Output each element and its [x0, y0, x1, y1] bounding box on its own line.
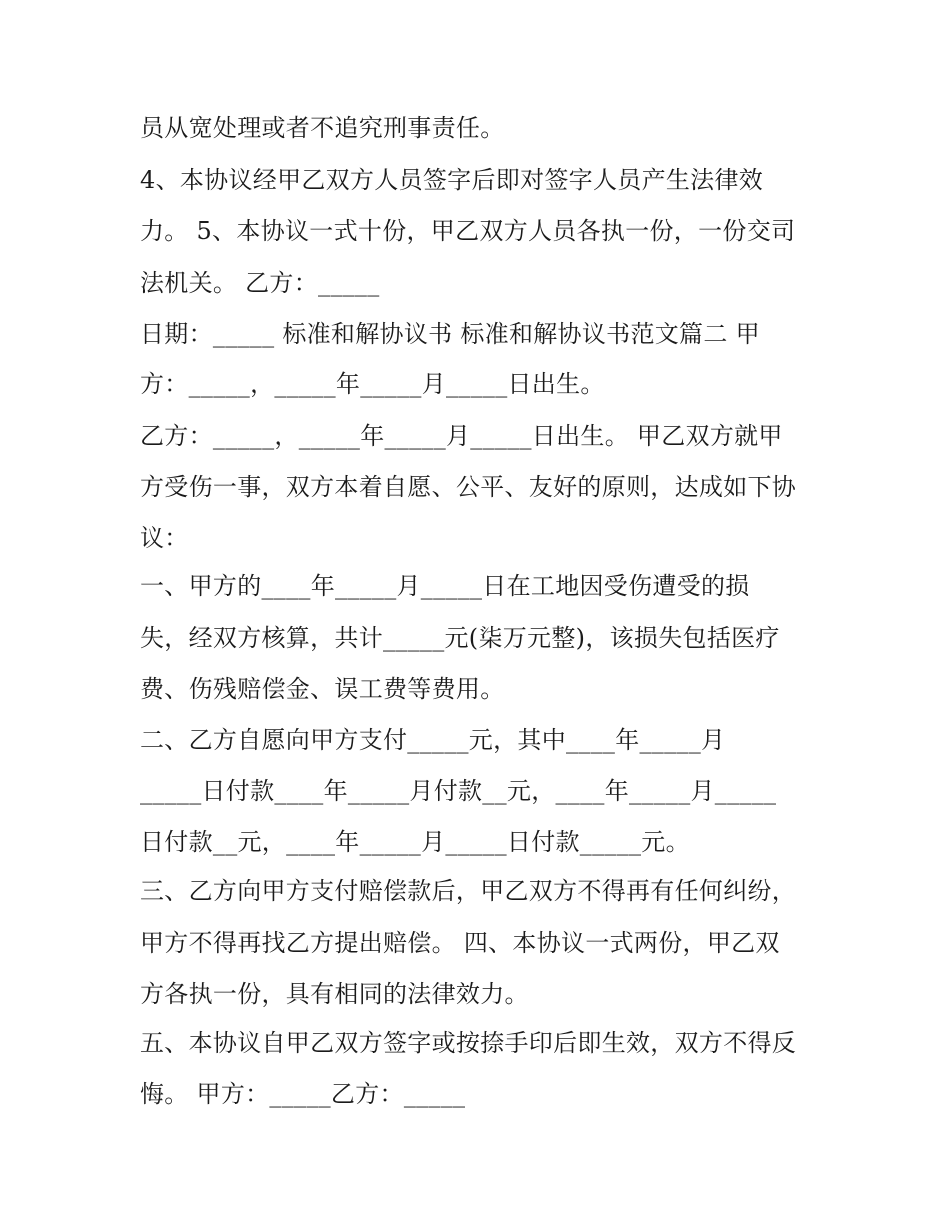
text-line: 五、本协议自甲乙双方签字或按捺手印后即生效，双方不得反	[140, 1029, 797, 1057]
text-line: 4、本协议经甲乙双方人员签字后即对签字人员产生法律效	[140, 166, 764, 194]
text-line: 方受伤一事，双方本着自愿、公平、友好的原则，达成如下协	[140, 473, 797, 501]
text-line: 法机关。 乙方：_____	[140, 269, 380, 297]
text-line: _____日付款____年_____月付款__元，____年_____月_____	[140, 777, 777, 805]
text-line: 乙方：_____，_____年_____月_____日出生。 甲乙双方就甲	[140, 422, 783, 450]
text-line: 方：_____，_____年_____月_____日出生。	[140, 370, 605, 398]
text-line: 三、乙方向甲方支付赔偿款后，甲乙双方不得再有任何纠纷，	[140, 877, 797, 905]
text-line: 员从宽处理或者不追究刑事责任。	[140, 114, 505, 142]
text-line: 悔。 甲方：_____乙方：_____	[140, 1080, 466, 1108]
text-line: 失，经双方核算，共计_____元(柒万元整)，该损失包括医疗	[140, 624, 780, 652]
text-line: 日期：_____ 标准和解协议书 标准和解协议书范文篇二 甲	[140, 320, 760, 348]
text-line: 甲方不得再找乙方提出赔偿。 四、本协议一式两份，甲乙双	[140, 929, 780, 957]
text-line: 费、伤残赔偿金、误工费等费用。	[140, 675, 505, 703]
text-line: 力。 5、本协议一式十份，甲乙双方人员各执一份，一份交司	[140, 217, 796, 245]
text-line: 一、甲方的____年_____月_____日在工地因受伤遭受的损	[140, 572, 750, 600]
text-line: 议：	[140, 524, 189, 552]
text-line: 二、乙方自愿向甲方支付_____元，其中____年_____月	[140, 726, 726, 754]
text-line: 方各执一份，具有相同的法律效力。	[140, 980, 529, 1008]
text-line: 日付款__元，____年_____月_____日付款_____元。	[140, 828, 690, 856]
